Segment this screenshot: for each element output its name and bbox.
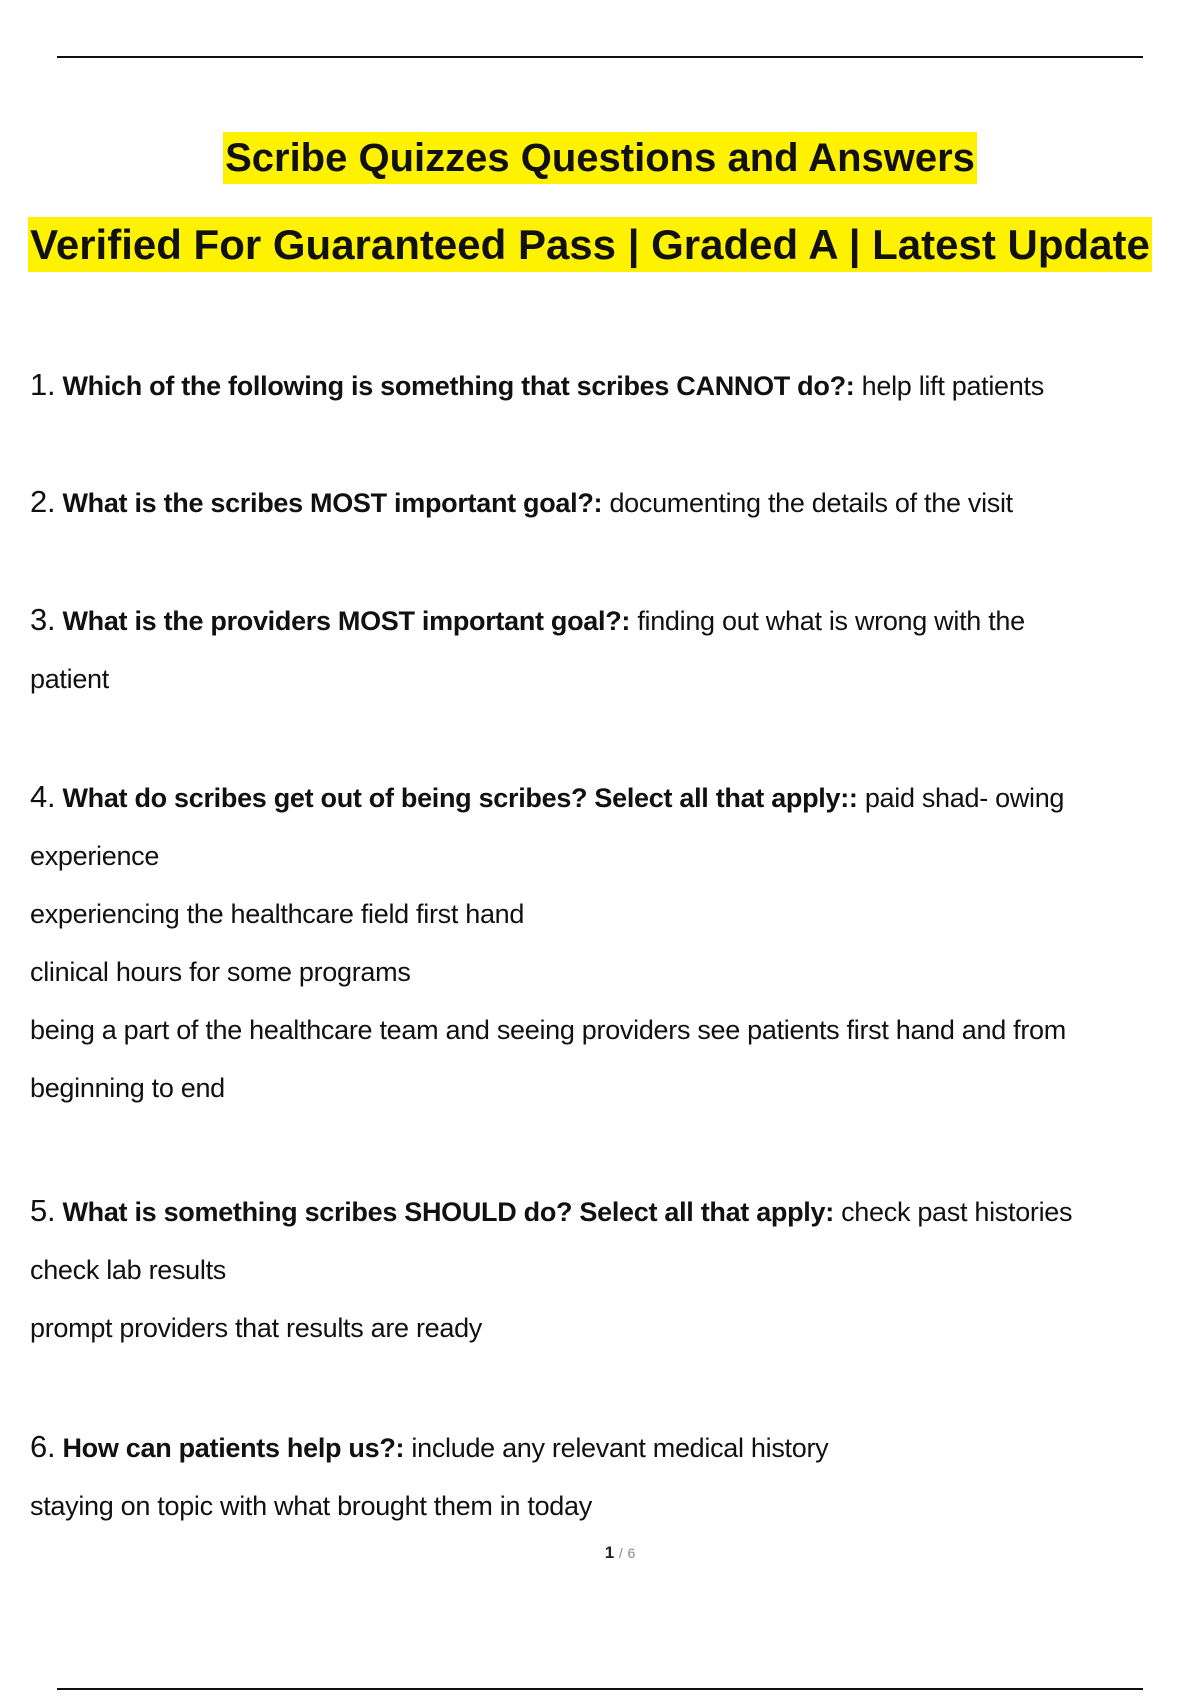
document-subtitle [0,214,1190,276]
answer-line: staying on topic with what brought them in today [30,1491,592,1521]
question-number: 3. [30,602,56,637]
answer-text: finding out what is wrong with the [637,606,1025,636]
question-text: What is something scribes SHOULD do? Select all that apply: [62,1197,834,1227]
question-number: 6. [30,1429,56,1464]
answer-line: beginning to end [30,1073,225,1103]
answer-line: check lab results [30,1255,226,1285]
page-separator: / [618,1545,623,1561]
question-item [30,473,1190,532]
question-text: What is the scribes MOST important goal?: [62,488,603,518]
question-text: What do scribes get out of being scribes? Select all that apply:: [62,783,858,813]
question-number: 5. [30,1193,56,1228]
question-item [30,591,1190,708]
answer-text: check past histories [841,1197,1073,1227]
answer-line: patient [30,664,109,694]
answer-line: prompt providers that results are ready [30,1313,483,1343]
answer-text: include any relevant medical history [411,1433,829,1463]
question-item [30,1418,1190,1535]
question-text: What is the providers MOST important goal?: [62,606,631,636]
document-title [0,128,1200,188]
question-text: Which of the following is something that scribes CANNOT do?: [62,371,855,401]
bottom-rule [57,1688,1143,1690]
question-item [30,1182,1190,1357]
answer-line: experiencing the healthcare field first hand [30,899,525,929]
question-number: 1. [30,367,56,402]
question-number: 4. [30,779,56,814]
question-item [30,768,1190,1117]
question-item [30,356,1190,415]
question-text: How can patients help us?: [62,1433,405,1463]
answer-line: being a part of the healthcare team and seeing providers see patients first hand and from [30,1015,1066,1045]
question-number: 2. [30,484,56,519]
page-total: 6 [627,1545,636,1561]
answer-text: documenting the details of the visit [609,488,1013,518]
title-highlight-line1: Scribe Quizzes Questions and Answers [223,132,977,184]
title-highlight-line2: Verified For Guaranteed Pass | Graded A | Latest Update [28,217,1152,272]
answer-line: experience [30,841,160,871]
answer-line: clinical hours for some programs [30,957,411,987]
top-rule [57,56,1143,58]
page-number [0,1543,1200,1563]
answer-text: paid shad- owing [864,783,1065,813]
answer-text: help lift patients [861,371,1044,401]
page-current: 1 [604,1543,615,1562]
